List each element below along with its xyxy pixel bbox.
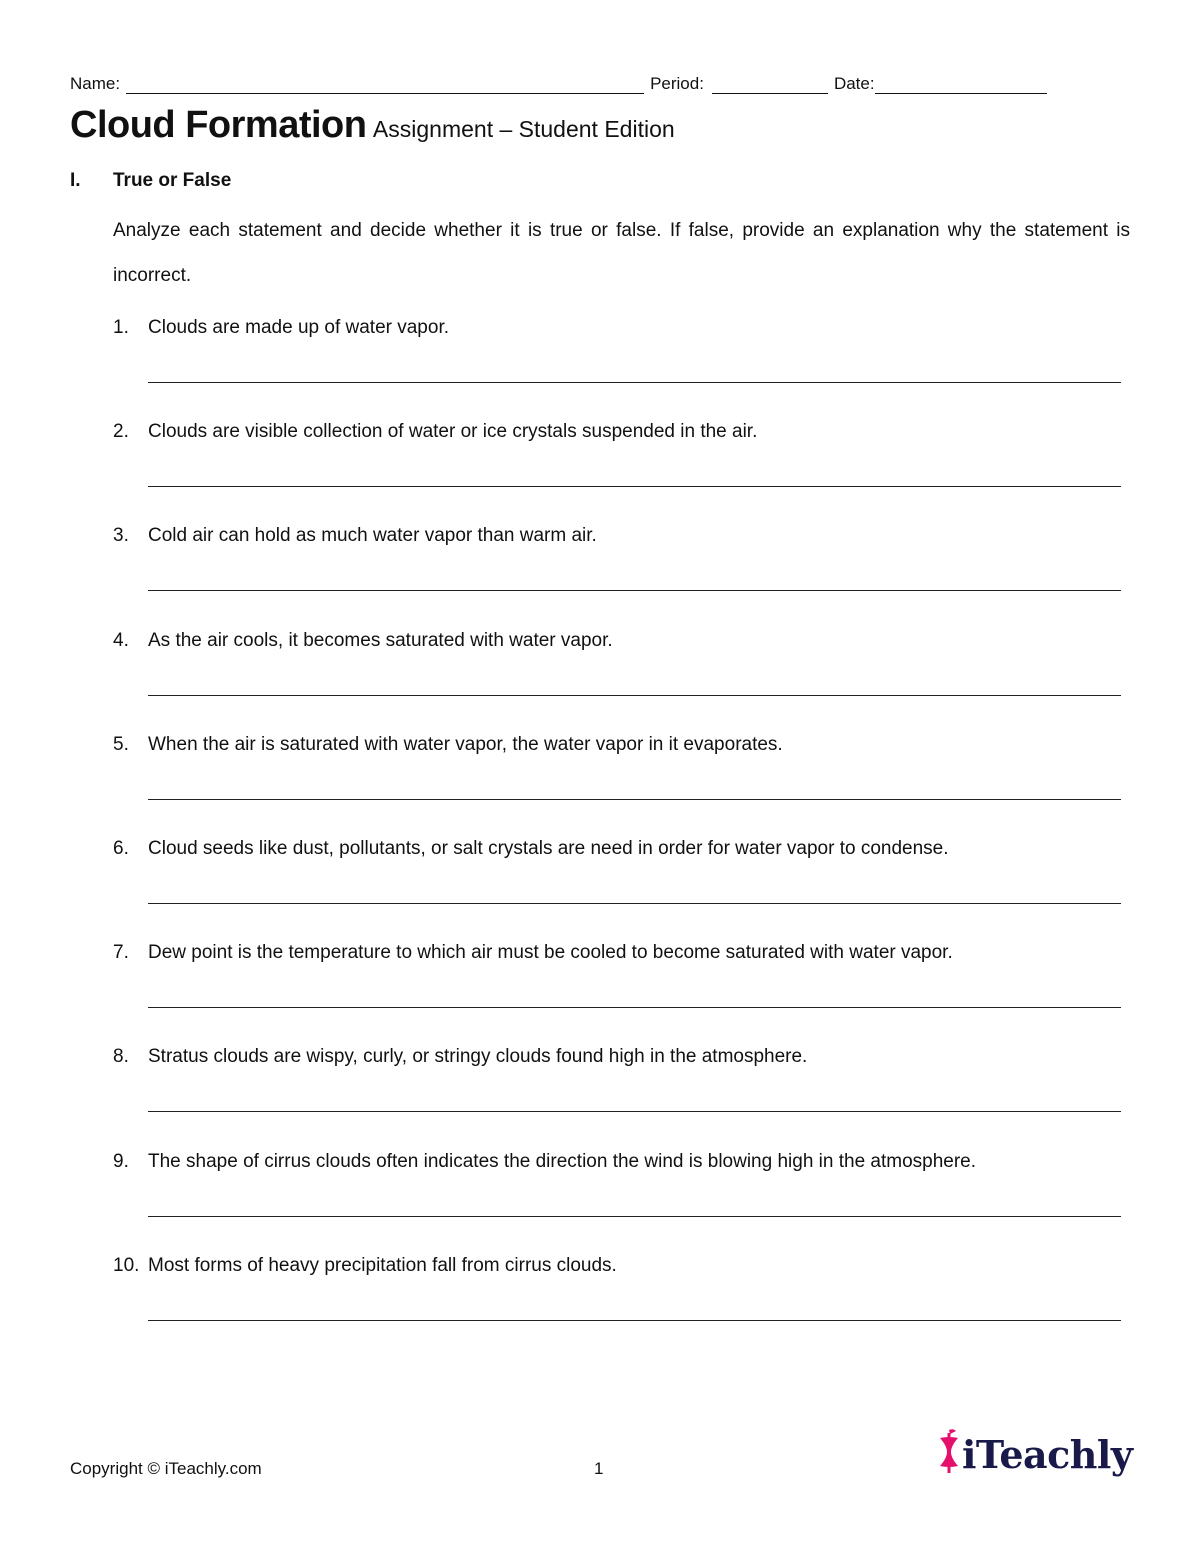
answer-line[interactable] [148, 1320, 1121, 1321]
answer-line[interactable] [148, 382, 1121, 383]
question-item [113, 421, 1123, 443]
apple-core-icon [936, 1428, 962, 1480]
question-number: 5. [113, 733, 129, 755]
answer-line[interactable] [148, 1216, 1121, 1217]
question-item [113, 630, 1123, 652]
answer-line[interactable] [148, 1007, 1121, 1008]
question-number: 6. [113, 838, 129, 859]
logo-wordmark: iTeachly [962, 1431, 1133, 1477]
question-text: Dew point is the temperature to which air must be cooled to become saturated with water vapor. [148, 942, 953, 964]
answer-line[interactable] [148, 695, 1121, 696]
question-text: Stratus clouds are wispy, curly, or stringy clouds found high in the atmosphere. [148, 1046, 808, 1068]
page-number: 1 [594, 1459, 604, 1478]
title-main: Cloud Formation [70, 104, 367, 146]
name-label: Name: [70, 74, 121, 93]
student-info-line [70, 74, 1080, 94]
period-label: Period: [650, 74, 704, 93]
answer-line[interactable] [148, 486, 1121, 487]
iteachly-logo [936, 1428, 1132, 1480]
question-item [113, 942, 1123, 964]
section-title: True or False [113, 170, 232, 191]
question-item [113, 838, 1123, 860]
question-number: 9. [113, 1150, 129, 1172]
question-number: 7. [113, 942, 129, 964]
question-text: Cloud seeds like dust, pollutants, or salt crystals are need in order for water vapor to condense. [148, 838, 949, 859]
question-number: 2. [113, 421, 129, 443]
question-text: Clouds are visible collection of water or ice crystals suspended in the air. [148, 421, 758, 443]
answer-line[interactable] [148, 903, 1121, 904]
answer-line[interactable] [148, 590, 1121, 591]
question-number: 1. [113, 317, 129, 338]
section-heading [70, 170, 231, 192]
question-text: Cold air can hold as much water vapor than warm air. [148, 525, 597, 547]
name-field[interactable] [126, 76, 644, 94]
question-number: 4. [113, 629, 129, 651]
date-label: Date: [833, 74, 875, 93]
answer-line[interactable] [148, 1111, 1121, 1112]
question-item [113, 525, 1123, 547]
title-subtitle: Assignment – Student Edition [372, 116, 675, 142]
copyright-text: Copyright © iTeachly.com [70, 1459, 262, 1478]
date-field[interactable] [875, 76, 1047, 94]
question-text: As the air cools, it becomes saturated with water vapor. [148, 629, 613, 651]
question-item [113, 317, 1123, 339]
question-number: 3. [113, 525, 129, 547]
question-item [113, 734, 1123, 756]
question-number: 10. [113, 1254, 140, 1276]
instructions-text: Analyze each statement and decide whether it is true or false. If false, provide an explanation why the statement is incorrect. [113, 220, 1130, 286]
question-text: When the air is saturated with water vapor, the water vapor in it evaporates. [148, 733, 783, 755]
question-number: 8. [113, 1046, 129, 1068]
question-text: The shape of cirrus clouds often indicates the direction the wind is blowing high in the atmosphere. [148, 1150, 977, 1172]
question-text: Most forms of heavy precipitation fall from cirrus clouds. [148, 1254, 617, 1276]
section-number: I. [70, 170, 81, 191]
question-item [113, 1255, 1123, 1277]
page-title [70, 104, 675, 147]
question-text: Clouds are made up of water vapor. [148, 317, 450, 338]
question-item [113, 1151, 1123, 1173]
answer-line[interactable] [148, 799, 1121, 800]
question-item [113, 1046, 1123, 1068]
period-field[interactable] [712, 76, 828, 94]
